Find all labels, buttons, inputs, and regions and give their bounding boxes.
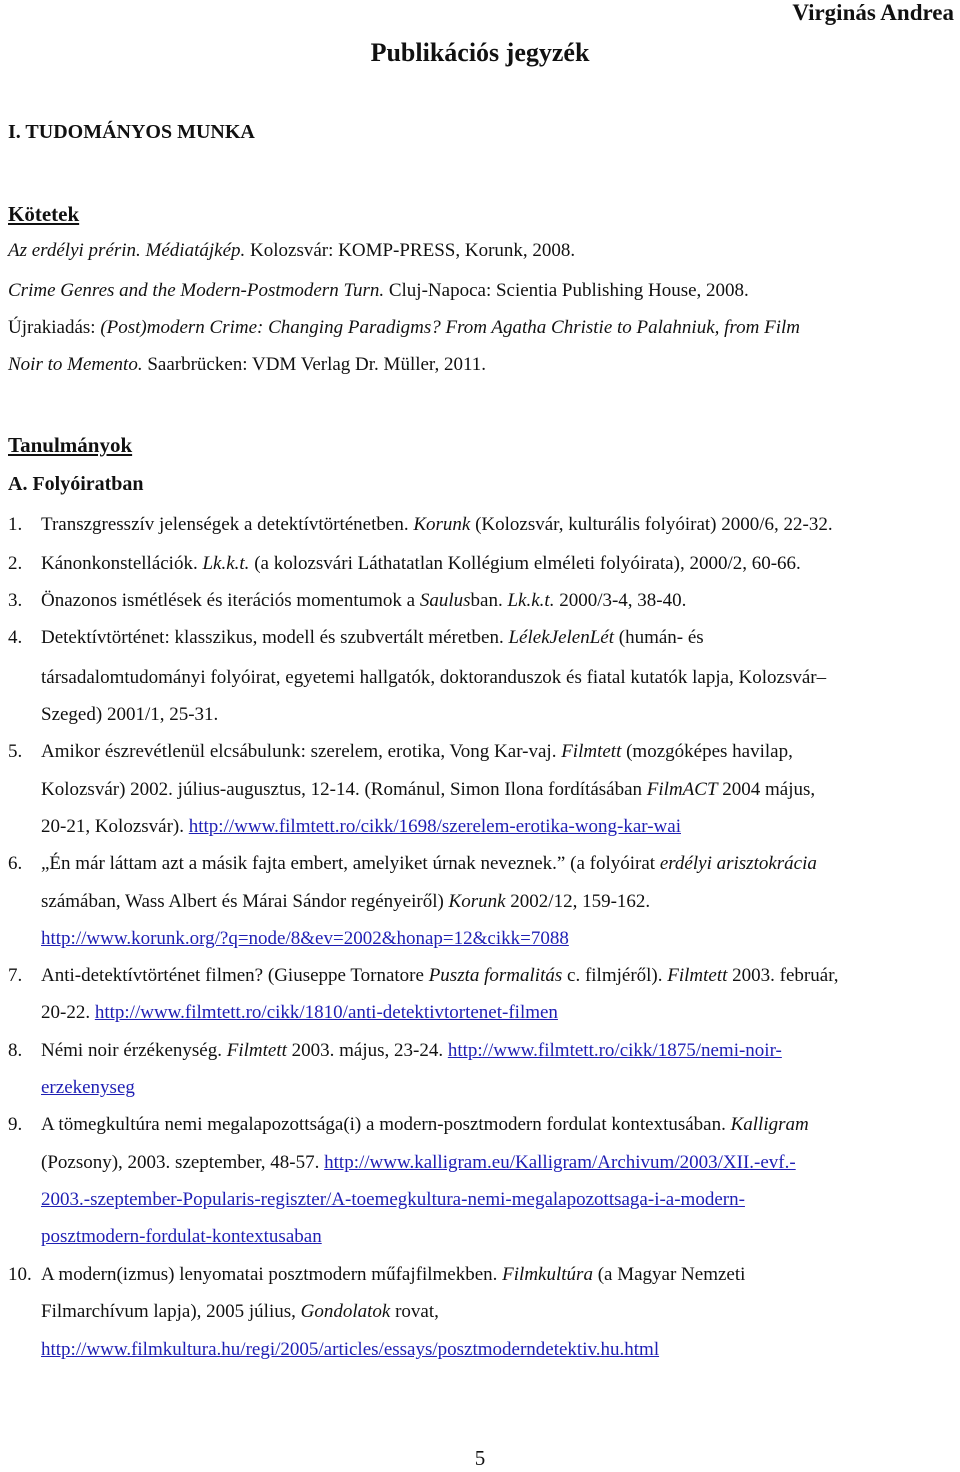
journal-name: Korunk — [413, 514, 471, 535]
item-title: Anti-detektívtörténet filmen? (Giuseppe Tornatore — [41, 965, 429, 986]
journal-name: Kalligram — [730, 1114, 809, 1135]
book-3-title: (Post)modern Crime: Changing Paradigms? From Agatha Christie to Palahniuk, from Film — [100, 317, 800, 338]
book-1-publisher: Kolozsvár: KOMP-PRESS, Korunk, 2008. — [245, 240, 576, 261]
item-title: Némi noir érzékenység. — [41, 1040, 227, 1061]
book-1-title: Az erdélyi prérin. Médiatájkép. — [8, 240, 246, 261]
article-link[interactable]: http://www.korunk.org/?q=node/8&ev=2002&honap=12&cikk=7088 — [41, 928, 569, 949]
item-details: 2000/3-4, 38-40. — [554, 590, 687, 611]
item-number: 9. — [8, 1114, 23, 1135]
item-title: Önazonos ismétlések és iterációs momentumok a — [41, 590, 420, 611]
item-title: A tömegkultúra nemi megalapozottsága(i) a modern-posztmodern fordulat kontextusában. — [41, 1114, 731, 1135]
journal-name: Lk.k.t. — [507, 590, 555, 611]
work-title: Saulus — [419, 590, 471, 611]
item-details: 2002/12, 159-162. — [505, 891, 651, 912]
book-3-prefix: Újrakiadás: — [8, 317, 101, 338]
page-title: Publikációs jegyzék — [370, 38, 590, 67]
item-details: 20-22. — [41, 1002, 95, 1023]
article-link[interactable]: http://www.kalligram.eu/Kalligram/Archivum/2003/XII.-evf.- — [324, 1152, 796, 1173]
item-details: (a kolozsvári Láthatatlan Kollégium elméleti folyóirata), 2000/2, 60-66. — [249, 553, 801, 574]
item-number: 3. — [8, 590, 23, 611]
item-details: Filmarchívum lapja), 2005 július, — [41, 1301, 301, 1322]
book-2 — [8, 280, 749, 302]
item-details: (Pozsony), 2003. szeptember, 48-57. — [41, 1152, 325, 1173]
item-details: 2003. május, 23-24. — [286, 1040, 448, 1061]
article-link[interactable]: http://www.filmtett.ro/cikk/1810/anti-detektivtortenet-filmen — [94, 1002, 558, 1023]
article-link[interactable]: http://www.filmtett.ro/cikk/1698/szerelem-erotika-wong-kar-wai — [188, 816, 681, 837]
item-6-cont-2 — [41, 928, 569, 950]
item-4-cont: társadalomtudományi folyóirat, egyetemi hallgatók, doktoranduszok és fiatal kutatók lapja, Kolozsvár– — [41, 667, 827, 688]
item-text — [41, 1114, 809, 1136]
article-link-cont[interactable]: posztmodern-fordulat-kontextusaban — [41, 1226, 322, 1247]
item-text — [41, 741, 793, 763]
journal-name: Filmtett — [226, 1040, 287, 1061]
item-10-cont-2 — [41, 1339, 659, 1361]
item-title: A modern(izmus) lenyomatai posztmodern műfajfilmekben. — [41, 1264, 503, 1285]
book-3 — [8, 317, 800, 339]
item-number: 2. — [8, 553, 23, 574]
article-link-cont[interactable]: 2003.-szeptember-Popularis-regiszter/A-toemegkultura-nemi-megalapozottsaga-i-a-modern- — [41, 1189, 745, 1210]
item-number: 1. — [8, 514, 23, 535]
tanulmanyok-heading: Tanulmányok — [8, 433, 133, 457]
item-text-part: ban. — [470, 590, 508, 611]
item-details: 2004 május, — [717, 779, 816, 800]
item-title: Kánonkonstellációk. — [41, 553, 203, 574]
journal-name: FilmACT — [646, 779, 718, 800]
item-details: rovat, — [390, 1301, 439, 1322]
item-text — [41, 514, 833, 536]
journal-name: LélekJelenLét — [508, 627, 614, 648]
item-details: Kolozsvár) 2002. július-augusztus, 12-14. (Románul, Simon Ilona fordításában — [41, 779, 647, 800]
item-9-cont-2 — [41, 1189, 745, 1211]
item-text — [41, 627, 704, 649]
book-3-publisher: Saarbrücken: VDM Verlag Dr. Müller, 2011. — [142, 354, 487, 375]
item-details: (mozgóképes havilap, — [621, 741, 793, 762]
item-text — [41, 1264, 745, 1286]
journal-name: Korunk — [448, 891, 506, 912]
book-3-cont — [8, 354, 486, 376]
section-heading: I. TUDOMÁNYOS MUNKA — [8, 121, 255, 143]
book-3-title-cont: Noir to Memento. — [8, 354, 143, 375]
article-link-cont[interactable]: erzekenyseg — [41, 1077, 135, 1098]
item-text — [41, 965, 839, 987]
item-details: 20-21, Kolozsvár). — [41, 816, 189, 837]
item-details: (Kolozsvár, kulturális folyóirat) 2000/6, 22-32. — [470, 514, 833, 535]
item-5-cont-2 — [41, 816, 681, 838]
journal-name: Filmtett — [561, 741, 622, 762]
article-link[interactable]: http://www.filmkultura.hu/regi/2005/articles/essays/posztmoderndetektiv.hu.html — [41, 1339, 660, 1360]
item-9-cont — [41, 1152, 796, 1174]
item-number: 5. — [8, 741, 23, 762]
journal-name: Filmtett — [667, 965, 728, 986]
item-text-part: c. filmjéről). — [562, 965, 668, 986]
book-2-publisher: Cluj-Napoca: Scientia Publishing House, 2008. — [384, 280, 749, 301]
item-text — [41, 553, 801, 575]
item-number: 7. — [8, 965, 23, 986]
item-text — [41, 590, 686, 612]
author-name: Virginás Andrea — [792, 0, 954, 25]
item-text — [41, 853, 817, 875]
item-details: (humán- és — [614, 627, 704, 648]
item-9-cont-3 — [41, 1226, 322, 1248]
film-title: Puszta formalitás — [428, 965, 563, 986]
journal-name: Filmkultúra — [502, 1264, 593, 1285]
book-1 — [8, 240, 575, 262]
folyoiratban-heading: A. Folyóiratban — [8, 473, 144, 495]
item-8-cont — [41, 1077, 135, 1099]
item-number: 10. — [8, 1264, 32, 1285]
article-link[interactable]: http://www.filmtett.ro/cikk/1875/nemi-noir- — [447, 1040, 782, 1061]
column-name: Gondolatok — [300, 1301, 391, 1322]
item-number: 8. — [8, 1040, 23, 1061]
kotetek-heading: Kötetek — [8, 202, 80, 226]
item-6-cont — [41, 891, 650, 913]
item-title: Amikor észrevétlenül elcsábulunk: szerelem, erotika, Vong Kar-vaj. — [41, 741, 562, 762]
book-2-title: Crime Genres and the Modern-Postmodern Turn. — [8, 280, 385, 301]
item-title: Detektívtörténet: klasszikus, modell és szubvertált méretben. — [41, 627, 509, 648]
item-details: számában, Wass Albert és Márai Sándor regényeiről) — [41, 891, 449, 912]
item-text — [41, 1040, 782, 1062]
item-7-cont — [41, 1002, 558, 1024]
issue-theme: erdélyi arisztokrácia — [659, 853, 817, 874]
item-details: 2003. február, — [727, 965, 839, 986]
item-number: 4. — [8, 627, 23, 648]
item-title: Transzgresszív jelenségek a detektívtörténetben. — [41, 514, 414, 535]
item-5-cont — [41, 779, 815, 801]
item-10-cont — [41, 1301, 439, 1323]
item-4-cont-2: Szeged) 2001/1, 25-31. — [41, 704, 219, 725]
item-title: „Én már láttam azt a másik fajta embert, amelyiket úrnak neveznek.” (a folyóirat — [41, 853, 660, 874]
item-number: 6. — [8, 853, 23, 874]
journal-name: Lk.k.t. — [202, 553, 250, 574]
item-details: (a Magyar Nemzeti — [592, 1264, 746, 1285]
page-number: 5 — [474, 1446, 486, 1470]
